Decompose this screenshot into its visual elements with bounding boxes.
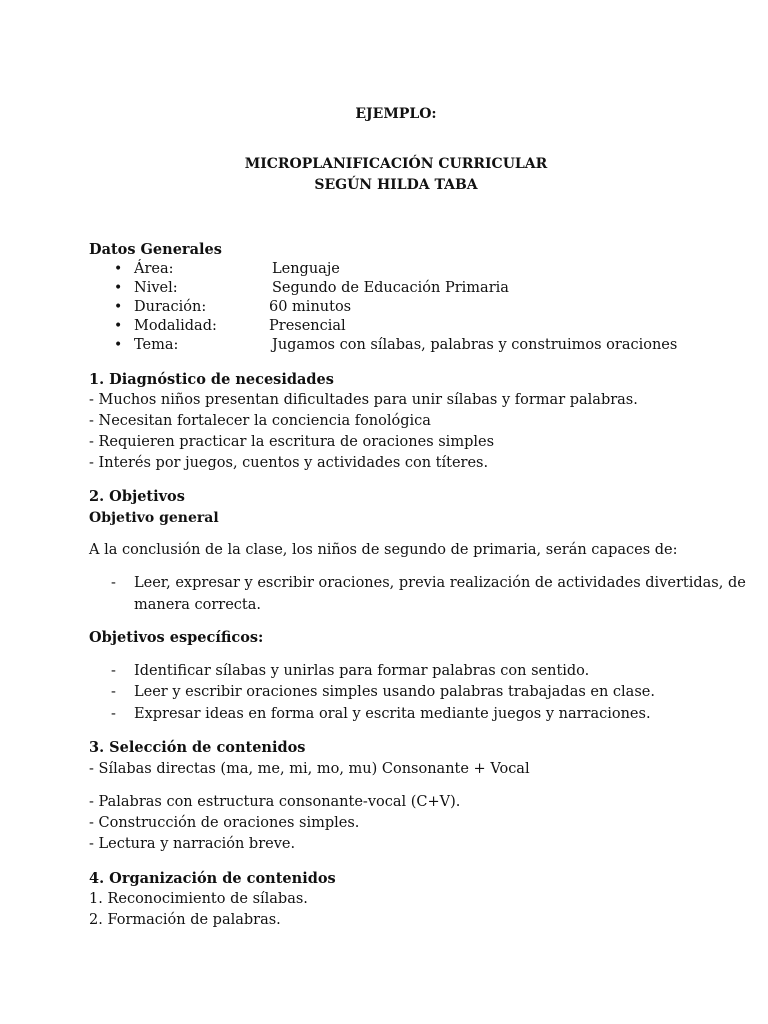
- diagnostico-line: - Interés por juegos, cuentos y actividades con títeres.: [89, 455, 489, 471]
- dash-marker: -: [111, 575, 116, 591]
- objetivo-general-intro: A la conclusión de la clase, los niños de segundo de primaria, serán capaces de:: [89, 542, 678, 558]
- objetivos-especificos-heading: Objetivos específicos:: [89, 629, 264, 646]
- bullet-marker: •: [114, 280, 123, 296]
- datos-label-duracion: Duración:: [134, 299, 207, 315]
- datos-label-tema: Tema:: [134, 337, 179, 353]
- dash-marker: -: [111, 706, 116, 722]
- contenidos-line: - Sílabas directas (ma, me, mi, mo, mu) Consonante + Vocal: [89, 761, 530, 777]
- ejemplo-label: EJEMPLO:: [355, 106, 437, 122]
- objetivo-general-line: Leer, expresar y escribir oraciones, previa realización de actividades divertidas, de: [134, 575, 746, 591]
- datos-value-duracion: 60 minutos: [269, 299, 352, 315]
- objetivos-heading: 2. Objetivos: [89, 488, 185, 505]
- datos-value-nivel: Segundo de Educación Primaria: [272, 280, 509, 296]
- datos-generales-heading: Datos Generales: [89, 241, 222, 258]
- diagnostico-line: - Necesitan fortalecer la conciencia fonológica: [89, 413, 431, 429]
- bullet-marker: •: [114, 261, 123, 277]
- objetivo-especifico: Identificar sílabas y unirlas para formar palabras con sentido.: [134, 663, 590, 679]
- datos-label-area: Área:: [134, 261, 174, 277]
- objetivo-general-heading: Objetivo general: [89, 510, 219, 526]
- organizacion-line: 1. Reconocimiento de sílabas.: [89, 891, 308, 907]
- datos-value-area: Lenguaje: [272, 261, 340, 277]
- contenidos-line: - Palabras con estructura consonante-vocal (C+V).: [89, 794, 461, 810]
- bullet-marker: •: [114, 299, 123, 315]
- organizacion-line: 2. Formación de palabras.: [89, 912, 281, 928]
- datos-label-modalidad: Modalidad:: [134, 318, 217, 334]
- document-subtitle: SEGÚN HILDA TABA: [314, 177, 478, 193]
- diagnostico-heading: 1. Diagnóstico de necesidades: [89, 371, 334, 388]
- bullet-marker: •: [114, 337, 123, 353]
- datos-value-tema: Jugamos con sílabas, palabras y construimos oraciones: [272, 337, 678, 353]
- diagnostico-line: - Requieren practicar la escritura de oraciones simples: [89, 434, 495, 450]
- datos-label-nivel: Nivel:: [134, 280, 178, 296]
- objetivo-especifico: Leer y escribir oraciones simples usando palabras trabajadas en clase.: [134, 684, 655, 700]
- dash-marker: -: [111, 663, 116, 679]
- diagnostico-line: - Muchos niños presentan dificultades para unir sílabas y formar palabras.: [89, 392, 638, 408]
- dash-marker: -: [111, 684, 116, 700]
- contenidos-line: - Lectura y narración breve.: [89, 836, 296, 852]
- organizacion-heading: 4. Organización de contenidos: [89, 870, 336, 887]
- objetivo-especifico: Expresar ideas en forma oral y escrita mediante juegos y narraciones.: [134, 706, 651, 722]
- datos-value-modalidad: Presencial: [269, 318, 346, 334]
- contenidos-line: - Construcción de oraciones simples.: [89, 815, 360, 831]
- bullet-marker: •: [114, 318, 123, 334]
- document-title: MICROPLANIFICACIÓN CURRICULAR: [244, 156, 548, 172]
- contenidos-heading: 3. Selección de contenidos: [89, 739, 306, 756]
- objetivo-general-line: manera correcta.: [134, 597, 261, 613]
